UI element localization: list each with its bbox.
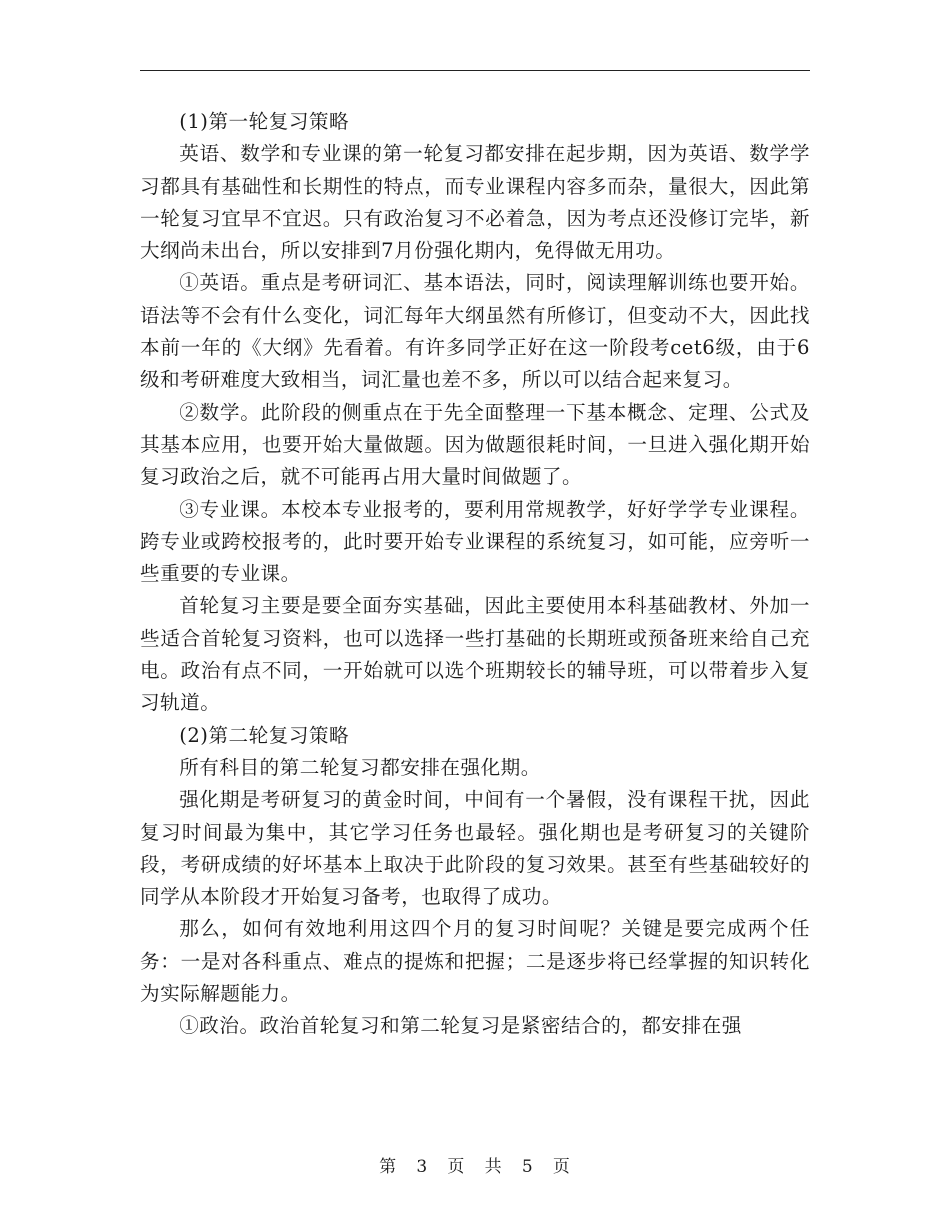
- paragraph-major: ③专业课。本校本专业报考的，要利用常规教学，好好学学专业课程。跨专业或跨校报考的，此时要开始专业课程的系统复习，如可能，应旁听一些重要的专业课。: [140, 497, 810, 586]
- paragraph-math: ②数学。此阶段的侧重点在于先全面整理一下基本概念、定理、公式及其基本应用，也要开始大量做题。因为做题很耗时间，一旦进入强化期开始复习政治之后，就不可能再占用大量时间做题了。: [140, 400, 810, 489]
- paragraph: 那么，如何有效地利用这四个月的复习时间呢？关键是要完成两个任务：一是对各科重点、难点的提炼和把握；二是逐步将已经掌握的知识转化为实际解题能力。: [140, 917, 810, 1006]
- paragraph-politics: ①政治。政治首轮复习和第二轮复习是紧密结合的，都安排在强: [179, 1014, 742, 1038]
- paragraph: 所有科目的第二轮复习都安排在强化期。: [179, 755, 541, 779]
- header-rule: [140, 70, 810, 71]
- footer-total-pages: 5: [521, 1157, 534, 1177]
- page-footer: [0, 1152, 950, 1177]
- footer-label-page-unit: 页: [447, 1157, 466, 1177]
- paragraph: 英语、数学和专业课的第一轮复习都安排在起步期，因为英语、数学学习都具有基础性和长期性的特点，而专业课程内容多而杂，量很大，因此第一轮复习宜早不宜迟。只有政治复习不必着急，因为考点还没修订完毕，新大纲尚未出台，所以安排到7月份强化期内，免得做无用功。: [140, 142, 810, 263]
- footer-current-page: 3: [416, 1157, 429, 1177]
- body-text: [140, 106, 810, 1043]
- paragraph-english: ①英语。重点是考研词汇、基本语法，同时，阅读理解训练也要开始。语法等不会有什么变化，词汇每年大纲虽然有所修订，但变动不大，因此找本前一年的《大纲》先看着。有许多同学正好在这一阶段考cet6级，由于6级和考研难度大致相当，词汇量也差不多，所以可以结合起来复习。: [140, 271, 810, 392]
- heading-second-round: (2)第二轮复习策略: [179, 723, 350, 747]
- paragraph: 强化期是考研复习的黄金时间，中间有一个暑假，没有课程干扰，因此复习时间最为集中，其它学习任务也最轻。强化期也是考研复习的关键阶段，考研成绩的好坏基本上取决于此阶段的复习效果。甚至有些基础较好的同学从本阶段才开始复习备考，也取得了成功。: [140, 788, 810, 909]
- paragraph: 首轮复习主要是要全面夯实基础，因此主要使用本科基础教材、外加一些适合首轮复习资料，也可以选择一些打基础的长期班或预备班来给自己充电。政治有点不同，一开始就可以选个班期较长的辅导班，可以带着步入复习轨道。: [140, 594, 810, 715]
- footer-label-page: 第: [379, 1157, 398, 1177]
- footer-label-total-unit: 页: [552, 1157, 571, 1177]
- heading-first-round: (1)第一轮复习策略: [179, 110, 350, 133]
- footer-label-total: 共: [484, 1157, 503, 1177]
